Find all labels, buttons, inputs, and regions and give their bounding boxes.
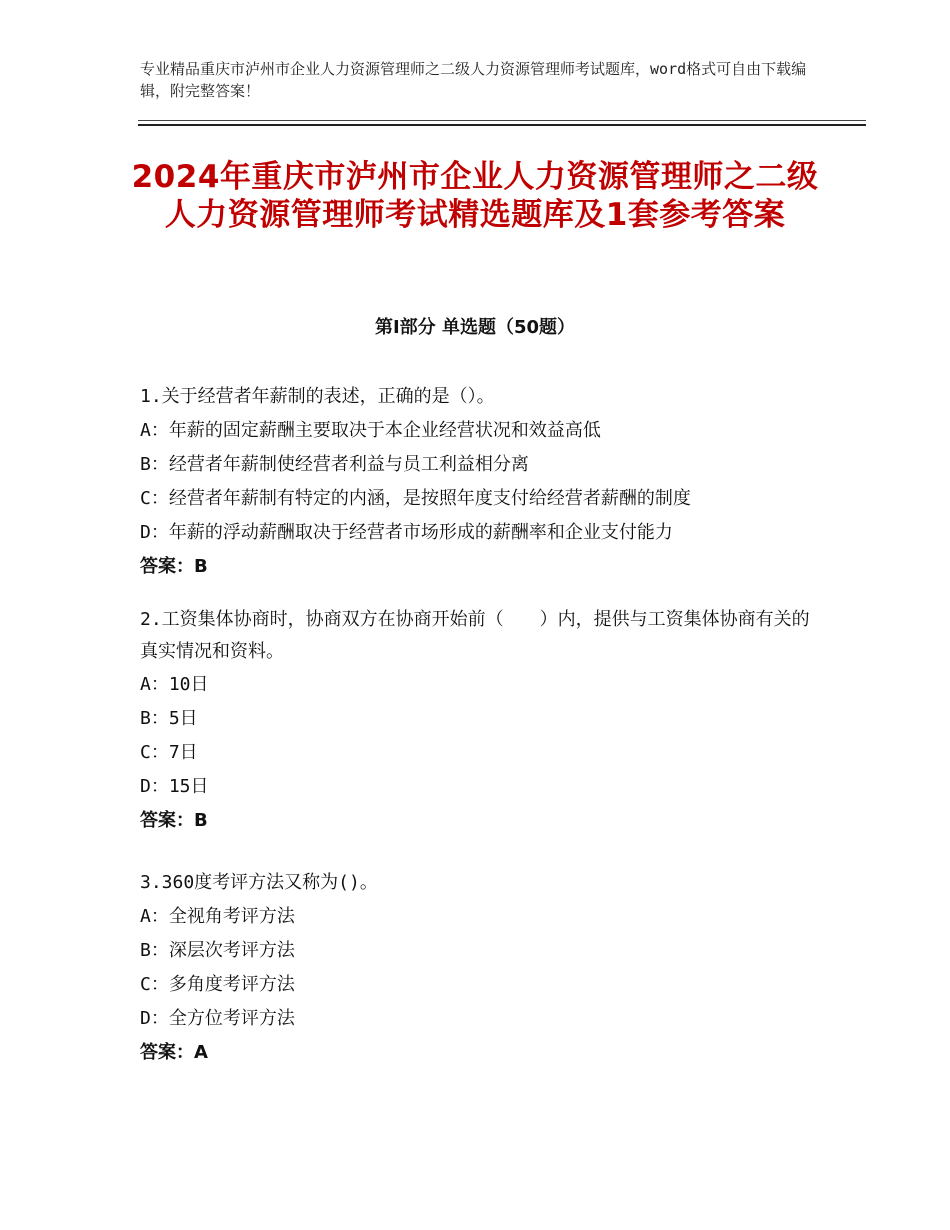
question-1 [140,380,820,584]
header-note: 专业精品重庆市泸州市企业人力资源管理师之二级人力资源管理师考试题库，word格式可自由下载编辑，附完整答案！ [140,60,807,100]
answer: 答案：B [140,810,208,831]
section-heading: 第Ⅰ部分 单选题（50题） [374,317,575,338]
question-stem: 2.工资集体协商时，协商双方在协商开始前（ ）内，提供与工资集体协商有关的真实情况和资料。 [140,609,810,662]
question-stem: 1.关于经营者年薪制的表述，正确的是（）。 [140,386,495,407]
option-c: C：多角度考评方法 [140,974,295,995]
question-stem: 3.360度考评方法又称为()。 [140,872,378,893]
answer: 答案：B [140,556,208,577]
header-divider-thin [138,120,866,121]
option-b: B：经营者年薪制使经营者利益与员工利益相分离 [140,454,529,475]
option-a: A：10日 [140,674,209,695]
option-d: D：年薪的浮动薪酬取决于经营者市场形成的薪酬率和企业支付能力 [140,522,673,543]
question-3 [140,866,820,1070]
document-title: 2024年重庆市泸州市企业人力资源管理师之二级人力资源管理师考试精选题库及1套参考答案 [131,159,819,233]
option-c: C：经营者年薪制有特定的内涵，是按照年度支付给经营者薪酬的制度 [140,488,691,509]
option-d: D：15日 [140,776,209,797]
option-b: B：5日 [140,708,198,729]
option-c: C：7日 [140,742,198,763]
question-list [140,380,820,1070]
question-2 [140,604,820,838]
header-divider-thick [138,124,866,126]
option-a: A：年薪的固定薪酬主要取决于本企业经营状况和效益高低 [140,420,601,441]
option-b: B：深层次考评方法 [140,940,295,961]
option-a: A：全视角考评方法 [140,906,295,927]
option-d: D：全方位考评方法 [140,1008,295,1029]
answer: 答案：A [140,1042,208,1063]
